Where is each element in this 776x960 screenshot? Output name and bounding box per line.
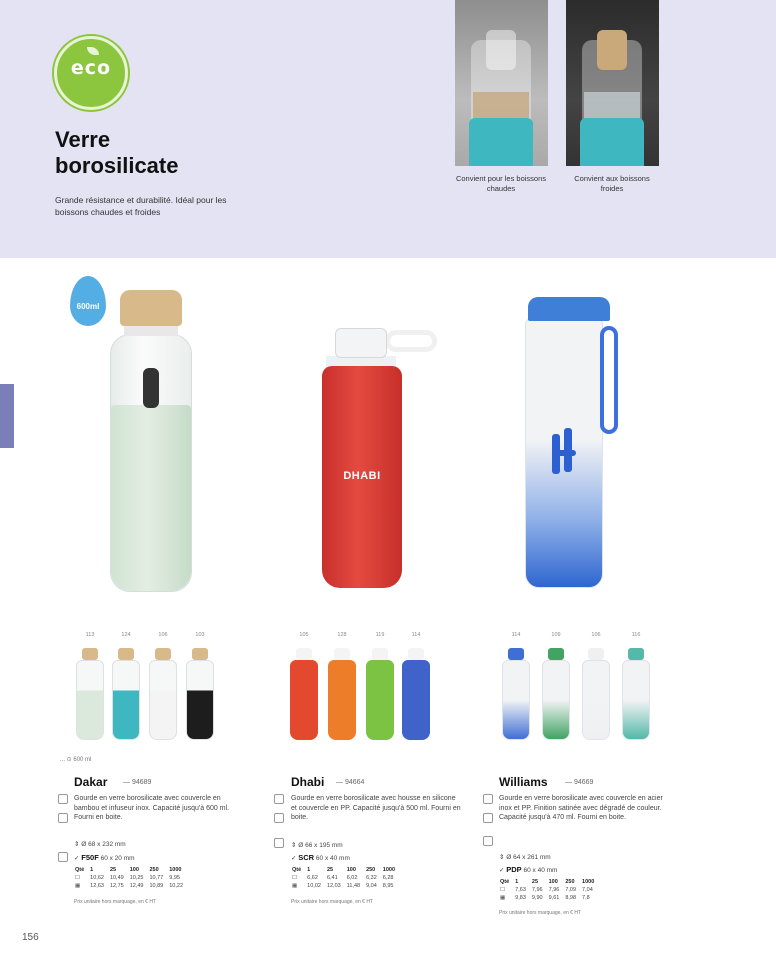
price-cell: 10,49 xyxy=(109,875,124,881)
williams-price-table xyxy=(497,878,597,902)
price-header-cell: 25 xyxy=(109,867,117,873)
capacity-drop-icon: 600ml xyxy=(70,276,106,326)
dakar-variant-thumb xyxy=(112,648,140,740)
title-line-2: borosilicate xyxy=(55,153,179,178)
variant-cap xyxy=(296,648,312,660)
williams-marking-label: PDP xyxy=(506,865,522,874)
variant-body xyxy=(76,660,104,740)
dakar-dims-value: Ø 68 x 232 mm xyxy=(81,841,126,848)
dakar-info-icon xyxy=(58,794,68,804)
price-header-cell: 100 xyxy=(548,879,558,885)
williams-variant-thumb xyxy=(542,648,570,740)
price-cell: 11,48 xyxy=(346,883,361,889)
dakar-variant-thumb xyxy=(186,648,214,740)
price-cell: 10,02 xyxy=(307,883,321,889)
dhabi-marking: ✓ SCR 60 x 40 mm xyxy=(291,853,350,862)
dhabi-info-icon xyxy=(274,794,284,804)
price-header-cell: 1000 xyxy=(582,879,595,885)
dhabi-dimensions: ⇕ Ø 66 x 195 mm xyxy=(291,842,343,849)
price-cell: 6,62 xyxy=(307,875,318,881)
variant-cap xyxy=(628,648,644,660)
dhabi-description: Gourde en verre borosilicate avec housse en silicone et couvercle en PP. Capacité jusqu'à 500 ml. Fourni en boite. xyxy=(291,795,461,821)
dakar-price-table xyxy=(72,866,186,890)
price-cell: 7,8 xyxy=(582,895,590,901)
bottle-cap xyxy=(528,297,610,321)
dakar-ref: — 94689 xyxy=(123,779,152,786)
price-cell: 10,22 xyxy=(169,883,183,889)
dakar-marking-size: 60 x 20 mm xyxy=(100,855,135,862)
williams-variant-thumb xyxy=(582,648,610,740)
dhabi-variant-code: 128 xyxy=(337,632,347,638)
price-header-cell: 250 xyxy=(149,867,159,873)
williams-box-icon xyxy=(483,813,493,823)
dakar-price-footnote: Prix unitaire hors marquage, en € HT xyxy=(74,899,156,905)
price-header-cell: 100 xyxy=(129,867,139,873)
price-table-row xyxy=(497,894,597,902)
price-header-cell: 25 xyxy=(531,879,539,885)
williams-variant-thumb xyxy=(502,648,530,740)
dhabi-box-icon xyxy=(274,813,284,823)
dhabi-print-icon xyxy=(274,838,284,848)
dhabi-variant-thumb xyxy=(328,648,356,740)
variant-cap xyxy=(372,648,388,660)
price-table-row xyxy=(289,874,398,882)
photo-caption-cold: Convient aux boissons froides xyxy=(574,174,650,193)
price-table-header xyxy=(72,866,186,874)
leaf-icon xyxy=(87,47,99,55)
price-cell: 8,98 xyxy=(565,895,577,901)
price-table-header xyxy=(289,866,398,874)
variant-cap xyxy=(334,648,350,660)
price-cell: 7,09 xyxy=(565,887,577,893)
bamboo-cap xyxy=(120,290,182,326)
price-cell: 9,83 xyxy=(515,895,526,901)
price-header-cell: 1 xyxy=(90,867,94,873)
williams-variant-thumb xyxy=(622,648,650,740)
variant-body xyxy=(366,660,394,740)
variant-body xyxy=(402,660,430,740)
variant-cap xyxy=(588,648,604,660)
price-table-row xyxy=(72,882,186,890)
dhabi-variant-thumb xyxy=(402,648,430,740)
dhabi-ref: — 94664 xyxy=(336,779,365,786)
variant-body xyxy=(328,660,356,740)
printed-logo: DHABI xyxy=(343,470,381,482)
price-table-header xyxy=(497,878,597,886)
page-subtitle: Grande résistance et durabilité. Idéal pour les boissons chaudes et froides xyxy=(55,195,227,217)
photo-caption-hot: Convient pour les boissons chaudes xyxy=(455,174,547,193)
bamboo-lid xyxy=(597,30,627,70)
price-cell: 9,95 xyxy=(169,875,180,881)
dakar-description: Gourde en verre borosilicate avec couvercle en bambou et infuseur inox. Capacité jusqu'à 600 ml. Fourni en boite. xyxy=(74,795,230,821)
eco-badge xyxy=(54,36,128,110)
price-header-cell: 1000 xyxy=(382,867,396,873)
price-cell: 9,04 xyxy=(366,883,377,889)
price-cell: 10,62 xyxy=(90,875,104,881)
price-cell: 10,77 xyxy=(149,875,164,881)
variant-cap xyxy=(82,648,98,660)
price-header-cell: 250 xyxy=(565,879,575,885)
variant-cap xyxy=(155,648,171,660)
variant-cap xyxy=(548,648,564,660)
carry-loop xyxy=(385,330,437,352)
williams-ref: — 94669 xyxy=(565,779,594,786)
price-header-cell: 100 xyxy=(346,867,356,873)
dakar-variant-thumb xyxy=(76,648,104,740)
price-cell: 6,02 xyxy=(346,875,358,881)
price-cell: 6,41 xyxy=(326,875,338,881)
dhabi-dims-value: Ø 66 x 195 mm xyxy=(298,842,343,849)
williams-variant-code: 106 xyxy=(591,632,601,638)
dhabi-price-footnote: Prix unitaire hors marquage, en € HT xyxy=(291,899,373,905)
dhabi-variant-code: 105 xyxy=(299,632,309,638)
dhabi-variant-thumb xyxy=(366,648,394,740)
price-cell: 12,63 xyxy=(90,883,104,889)
williams-price-footnote: Prix unitaire hors marquage, en € HT xyxy=(499,910,581,916)
dakar-dimensions: ⇕ Ø 68 x 232 mm xyxy=(74,841,126,848)
price-table-row xyxy=(72,874,186,882)
page-number: 156 xyxy=(22,932,39,943)
price-cell: 9,61 xyxy=(548,895,560,901)
dakar-variant-thumb xyxy=(149,648,177,740)
title-line-1: Verre xyxy=(55,127,111,152)
price-header-cell: 1 xyxy=(515,879,519,885)
price-cell: 7,63 xyxy=(515,887,526,893)
variant-body xyxy=(622,660,650,740)
dhabi-name: Dhabi xyxy=(291,775,325,789)
page-title xyxy=(55,127,255,179)
price-header-cell: Qté xyxy=(500,879,510,885)
dakar-tagline: ... ⊙ 600 ml xyxy=(60,757,92,763)
teal-sleeve xyxy=(580,118,644,166)
price-table-row xyxy=(289,882,398,890)
price-cell: 6,32 xyxy=(366,875,377,881)
variant-body xyxy=(186,660,214,740)
variant-cap xyxy=(192,648,208,660)
price-cell: 7,04 xyxy=(582,887,593,893)
williams-variant-code: 116 xyxy=(631,632,641,638)
hot-drink-photo xyxy=(455,0,548,166)
variant-body xyxy=(149,660,177,740)
variant-body xyxy=(582,660,610,740)
dakar-variant-code: 124 xyxy=(121,632,131,638)
price-cell: 12,03 xyxy=(326,883,341,889)
cold-liquid xyxy=(584,92,640,118)
price-row-icon: ▦ xyxy=(75,883,81,889)
price-cell: 12,49 xyxy=(129,883,144,889)
variant-body xyxy=(502,660,530,740)
dhabi-marking-size: 60 x 40 mm xyxy=(315,855,350,862)
price-cell: 6,28 xyxy=(382,875,394,881)
price-cell: 10,89 xyxy=(149,883,164,889)
variant-body xyxy=(542,660,570,740)
price-row-icon: ☐ xyxy=(500,887,505,893)
dhabi-variant-code: 114 xyxy=(411,632,421,638)
williams-variant-code: 114 xyxy=(511,632,521,638)
dhabi-marking-label: SCR xyxy=(298,853,315,862)
price-row-icon: ☐ xyxy=(292,875,297,881)
price-cell: 7,96 xyxy=(531,887,543,893)
hot-liquid xyxy=(473,92,529,118)
williams-description: Gourde en verre borosilicate avec couvercle en acier inox et PP. Finition satinée avec dégradé de couleur. Capacité jusqu'à 470 ml. Fourni en boite. xyxy=(499,795,663,821)
price-table-row xyxy=(497,886,597,894)
cold-drink-photo xyxy=(566,0,659,166)
dhabi-price-table xyxy=(289,866,398,890)
williams-dimensions: ⇕ Ø 64 x 261 mm xyxy=(499,854,551,861)
price-cell: 8,95 xyxy=(382,883,394,889)
teal-sleeve xyxy=(469,118,533,166)
dhabi-variant-thumb xyxy=(290,648,318,740)
price-header-cell: Qté xyxy=(75,867,85,873)
price-cell: 9,90 xyxy=(531,895,543,901)
price-cell: 12,75 xyxy=(109,883,124,889)
dakar-box-icon xyxy=(58,813,68,823)
variant-body xyxy=(290,660,318,740)
carry-strap xyxy=(600,326,618,434)
price-cell: 10,25 xyxy=(129,875,144,881)
dakar-variant-code: 113 xyxy=(85,632,95,638)
williams-print-icon xyxy=(483,836,493,846)
infuser xyxy=(143,368,159,408)
williams-name: Williams xyxy=(499,775,548,789)
williams-marking: ✓ PDP 60 x 40 mm xyxy=(499,865,558,874)
dakar-variant-code: 103 xyxy=(195,632,205,638)
section-side-tab xyxy=(0,384,14,448)
printed-logo xyxy=(548,428,580,478)
dakar-marking-label: F50F xyxy=(81,853,99,862)
bottle-cap xyxy=(335,328,387,358)
price-row-icon: ▦ xyxy=(500,895,506,901)
price-cell: 7,96 xyxy=(548,887,560,893)
variant-cap xyxy=(118,648,134,660)
bottle-sleeve xyxy=(111,405,191,591)
dhabi-variant-code: 119 xyxy=(375,632,385,638)
variant-body xyxy=(112,660,140,740)
price-header-cell: 1 xyxy=(307,867,311,873)
dakar-print-icon xyxy=(58,852,68,862)
williams-marking-size: 60 x 40 mm xyxy=(523,867,558,874)
williams-variant-code: 109 xyxy=(551,632,561,638)
variant-cap xyxy=(508,648,524,660)
variant-cap xyxy=(408,648,424,660)
williams-info-icon xyxy=(483,794,493,804)
price-header-cell: 1000 xyxy=(169,867,182,873)
price-header-cell: 250 xyxy=(366,867,376,873)
williams-dims-value: Ø 64 x 261 mm xyxy=(506,854,551,861)
jar-neck xyxy=(486,30,516,70)
dakar-marking: ✓ F50F 60 x 20 mm xyxy=(74,853,135,862)
price-row-icon: ▦ xyxy=(292,883,298,889)
dakar-variant-code: 106 xyxy=(158,632,168,638)
price-header-cell: 25 xyxy=(326,867,334,873)
price-header-cell: Qté xyxy=(292,867,302,873)
eco-label: eco xyxy=(70,57,112,79)
dakar-name: Dakar xyxy=(74,775,108,789)
price-row-icon: ☐ xyxy=(75,875,80,881)
